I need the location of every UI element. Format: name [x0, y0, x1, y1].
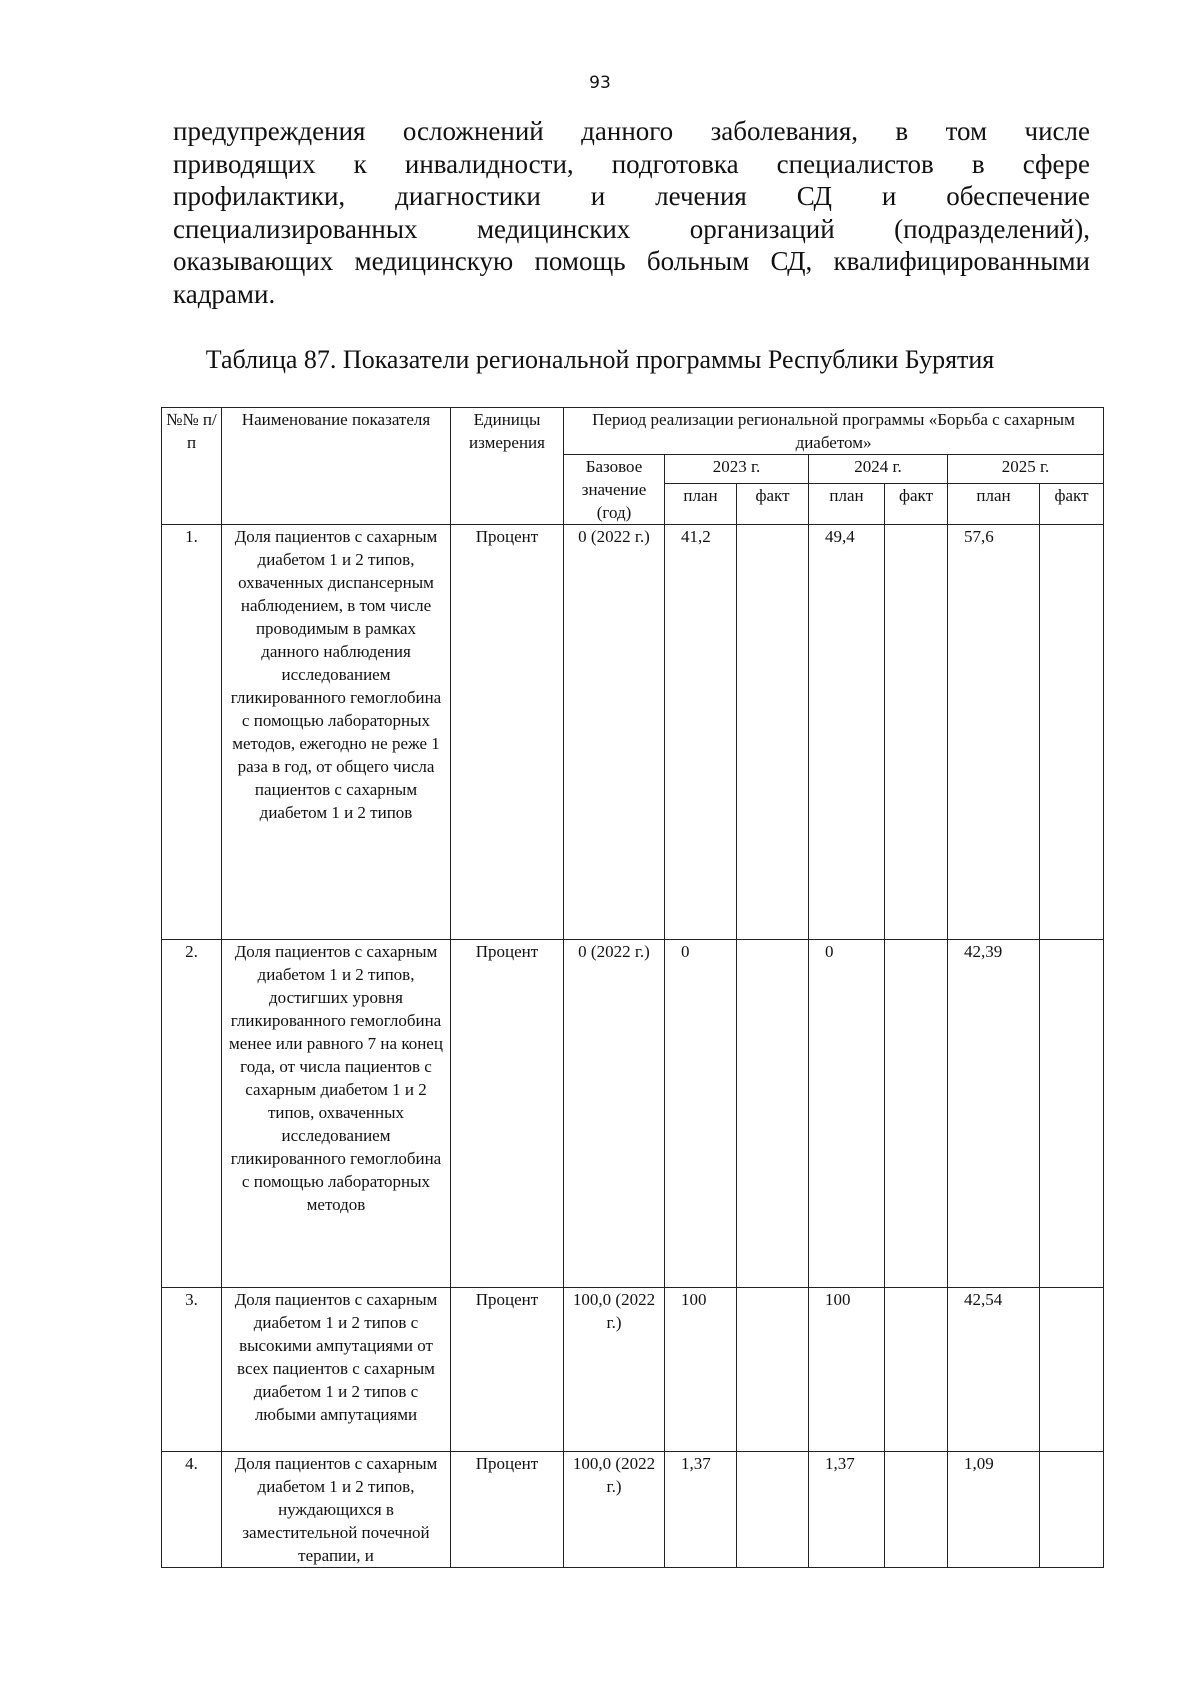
- row-number-cell: 2.: [162, 940, 222, 1288]
- table-row: [162, 1452, 1104, 1568]
- header-cell-plan: план: [948, 484, 1040, 525]
- row-number-cell: 4.: [162, 1452, 222, 1568]
- fact-2023-cell: [737, 1288, 809, 1452]
- plan-2023-cell: 0: [665, 940, 737, 1288]
- header-cell-fact: факт: [737, 484, 809, 525]
- fact-2024-cell: [885, 1452, 948, 1568]
- table-row: [162, 1288, 1104, 1452]
- page-number: 93: [589, 73, 611, 93]
- header-cell-number: №№ п/п: [162, 408, 222, 525]
- header-cell-fact: факт: [1040, 484, 1104, 525]
- fact-2024-cell: [885, 1288, 948, 1452]
- unit-cell: Процент: [451, 940, 564, 1288]
- base-value-cell: 0 (2022 г.): [564, 525, 665, 940]
- header-cell-year: 2024 г.: [809, 455, 948, 484]
- intro-line: специализированных медицинских организаций (подразделений),: [173, 213, 1090, 244]
- fact-2025-cell: [1040, 525, 1104, 940]
- header-cell-unit: Единицы измерения: [451, 408, 564, 525]
- fact-2023-cell: [737, 1452, 809, 1568]
- plan-2025-cell: 1,09: [948, 1452, 1040, 1568]
- plan-2023-cell: 41,2: [665, 525, 737, 940]
- fact-2025-cell: [1040, 1288, 1104, 1452]
- indicator-name-cell: Доля пациентов с сахарным диабетом 1 и 2 типов, достигших уровня гликированного гемоглобина менее или равного 7 на конец года, от числа пациентов с сахарным диабетом 1 и 2 типов, охваченных исследованием гликированного гемоглобина с помощью лабораторных методов: [222, 940, 451, 1288]
- header-cell-name: Наименование показателя: [222, 408, 451, 525]
- plan-2024-cell: 1,37: [809, 1452, 885, 1568]
- plan-2024-cell: 49,4: [809, 525, 885, 940]
- header-cell-year: 2025 г.: [948, 455, 1104, 484]
- plan-2023-cell: 100: [665, 1288, 737, 1452]
- intro-line: предупреждения осложнений данного заболевания, в том числе: [173, 116, 1090, 146]
- indicator-name-cell: Доля пациентов с сахарным диабетом 1 и 2 типов, охваченных диспансерным наблюдением, в том числе проводимым в рамках данного наблюдения исследованием гликированного гемоглобина с помощью лабораторных методов, ежегодно не реже 1 раза в год, от общего числа пациентов с сахарным диабетом 1 и 2 типов: [222, 525, 451, 940]
- base-value-cell: 100,0 (2022 г.): [564, 1288, 665, 1452]
- table-caption: Таблица 87. Показатели региональной программы Республики Бурятия: [205, 345, 995, 374]
- intro-line: профилактики, диагностики и лечения СД и обеспечение: [173, 181, 1090, 211]
- intro-line: оказывающих медицинскую помощь больным СД, квалифицированными: [173, 246, 1090, 276]
- plan-2024-cell: 100: [809, 1288, 885, 1452]
- intro-line: кадрами.: [173, 278, 276, 309]
- table-row: [162, 940, 1104, 1288]
- table-row: [162, 525, 1104, 940]
- plan-2025-cell: 57,6: [948, 525, 1040, 940]
- indicators-table: [161, 407, 1104, 1568]
- fact-2024-cell: [885, 525, 948, 940]
- fact-2023-cell: [737, 525, 809, 940]
- fact-2024-cell: [885, 940, 948, 1288]
- fact-2025-cell: [1040, 940, 1104, 1288]
- plan-2025-cell: 42,54: [948, 1288, 1040, 1452]
- header-cell-plan: план: [809, 484, 885, 525]
- indicator-name-cell: Доля пациентов с сахарным диабетом 1 и 2 типов с высокими ампутациями от всех пациентов с сахарным диабетом 1 и 2 типов с любыми ампутациями: [222, 1288, 451, 1452]
- header-cell-year: 2023 г.: [665, 455, 809, 484]
- intro-paragraph: [173, 115, 1090, 310]
- fact-2025-cell: [1040, 1452, 1104, 1568]
- base-value-cell: 0 (2022 г.): [564, 940, 665, 1288]
- unit-cell: Процент: [451, 525, 564, 940]
- header-cell-plan: план: [665, 484, 737, 525]
- unit-cell: Процент: [451, 1288, 564, 1452]
- indicator-name-cell: Доля пациентов с сахарным диабетом 1 и 2 типов, нуждающихся в заместительной почечной терапии, и: [222, 1452, 451, 1568]
- plan-2023-cell: 1,37: [665, 1452, 737, 1568]
- base-value-cell: 100,0 (2022 г.): [564, 1452, 665, 1568]
- row-number-cell: 1.: [162, 525, 222, 940]
- header-cell-fact: факт: [885, 484, 948, 525]
- row-number-cell: 3.: [162, 1288, 222, 1452]
- unit-cell: Процент: [451, 1452, 564, 1568]
- header-cell-period: Период реализации региональной программы «Борьба с сахарным диабетом»: [564, 408, 1104, 455]
- plan-2024-cell: 0: [809, 940, 885, 1288]
- fact-2023-cell: [737, 940, 809, 1288]
- header-cell-base: Базовое значение (год): [564, 455, 665, 525]
- plan-2025-cell: 42,39: [948, 940, 1040, 1288]
- intro-line: приводящих к инвалидности, подготовка специалистов в сфере: [173, 148, 1090, 179]
- header-row: [162, 408, 1104, 455]
